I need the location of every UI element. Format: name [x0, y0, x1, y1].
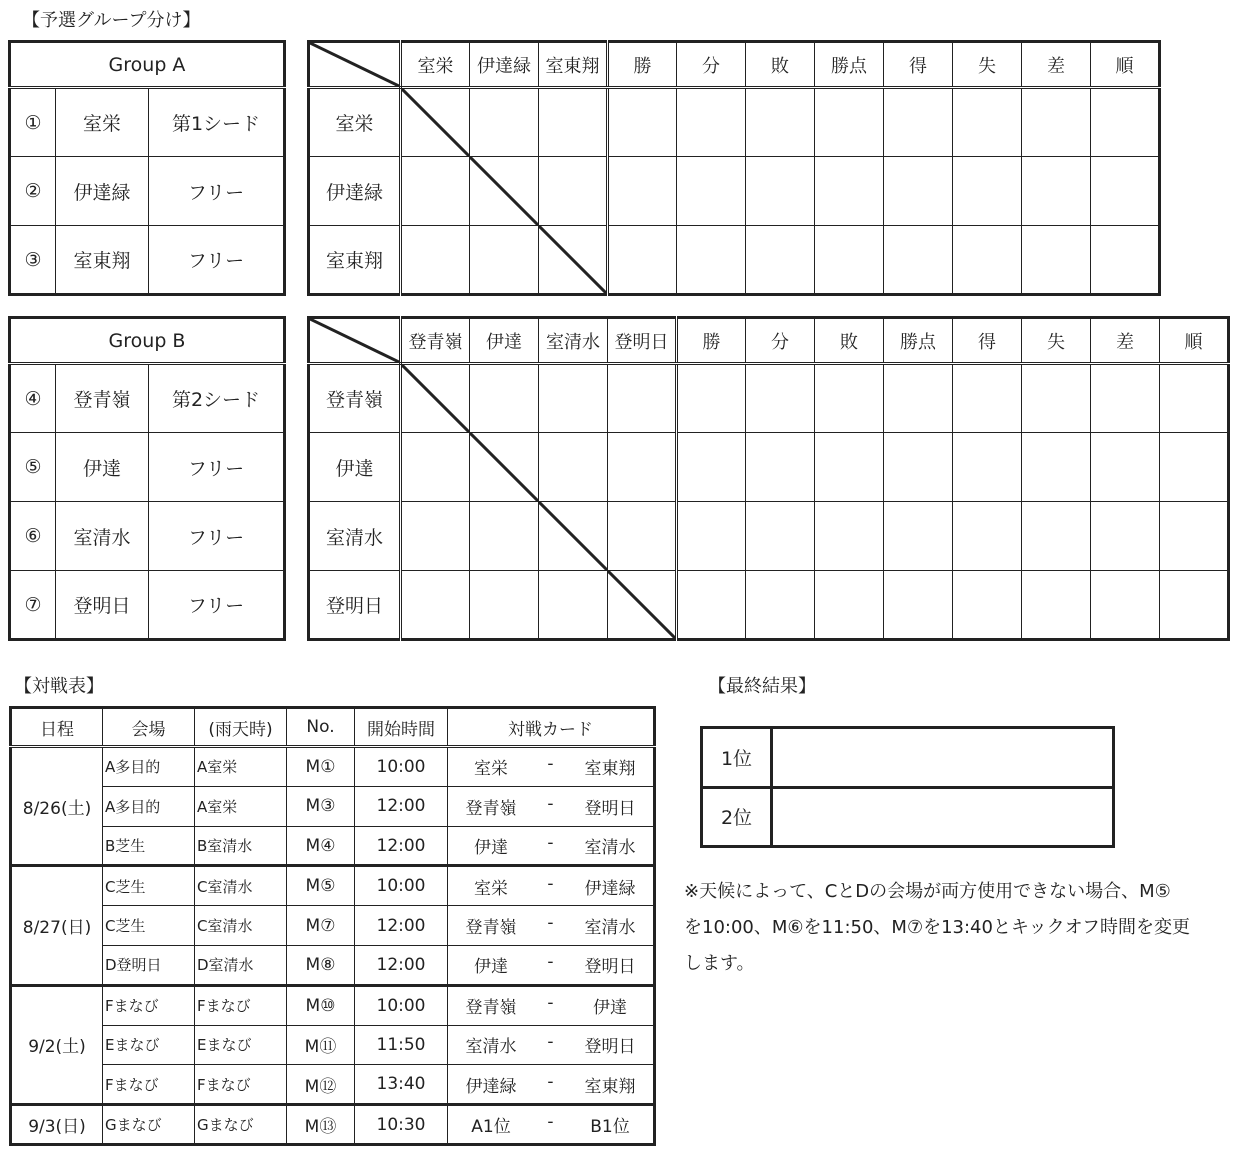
- matrix-cell: [401, 226, 470, 295]
- schedule-rain-venue: A室栄: [195, 786, 287, 826]
- schedule-header-match: 対戦カード: [448, 708, 655, 747]
- matrix-cell: [953, 226, 1022, 295]
- matrix-cell: [608, 502, 677, 571]
- away-team: 室東翔: [584, 759, 636, 780]
- schedule-header-no: No.: [287, 708, 355, 747]
- home-team: 登青嶺: [465, 798, 517, 819]
- schedule-rain-venue: A室栄: [195, 747, 287, 787]
- schedule-match-card: [448, 747, 655, 787]
- schedule-match-no: M③: [287, 786, 355, 826]
- team-name: 伊達緑: [56, 157, 149, 226]
- matrix-col-team: 室東翔: [539, 42, 608, 88]
- team-number: ⑦: [10, 571, 56, 640]
- schedule-venue: A多目的: [103, 786, 195, 826]
- team-seed: フリー: [149, 502, 285, 571]
- matrix-cell: [1022, 364, 1091, 433]
- schedule-match-card: [448, 1025, 655, 1065]
- match-separator: -: [547, 873, 554, 894]
- matrix-cell: [1160, 502, 1229, 571]
- weather-note-line: を10:00、M⑥を11:50、M⑦を13:40とキックオフ時間を変更: [684, 917, 1191, 938]
- team-name: 室東翔: [56, 226, 149, 295]
- schedule-row: [11, 747, 655, 787]
- schedule-rain-venue: C室清水: [195, 866, 287, 906]
- schedule-start-time: 11:50: [355, 1025, 448, 1065]
- home-team: 登青嶺: [465, 918, 517, 939]
- matrix-cell: [1091, 364, 1160, 433]
- matrix-cell: [815, 433, 884, 502]
- matrix-cell: [1022, 571, 1091, 640]
- team-seed: フリー: [149, 433, 285, 502]
- matrix-cell: [746, 157, 815, 226]
- matrix-corner-cell: [309, 42, 401, 88]
- schedule-rain-venue: C室清水: [195, 906, 287, 946]
- matrix-cell: [746, 502, 815, 571]
- matrix-cell: [884, 364, 953, 433]
- schedule-date: 9/3(日): [11, 1105, 103, 1145]
- schedule-row: [11, 1025, 655, 1065]
- schedule-row: [11, 946, 655, 986]
- matrix-cell: [884, 157, 953, 226]
- matrix-col-team: 登明日: [608, 318, 677, 364]
- matrix-col-stat: 勝点: [884, 318, 953, 364]
- matrix-cell: [677, 226, 746, 295]
- schedule-date: 8/26(土): [11, 747, 103, 866]
- schedule-venue: C芝生: [103, 906, 195, 946]
- matrix-cell: [746, 364, 815, 433]
- match-separator: -: [547, 833, 554, 854]
- matrix-col-stat: 勝: [608, 42, 677, 88]
- schedule-start-time: 13:40: [355, 1065, 448, 1105]
- group-a-list: [8, 40, 286, 296]
- schedule-rain-venue: D室清水: [195, 946, 287, 986]
- schedule-row: [11, 786, 655, 826]
- groups-heading: 【予選グループ分け】: [22, 10, 201, 31]
- matrix-cell: [539, 88, 608, 157]
- schedule-venue: Gまなび: [103, 1105, 195, 1145]
- matrix-cell: [539, 157, 608, 226]
- matrix-cell: [1091, 433, 1160, 502]
- schedule-match-no: M⑦: [287, 906, 355, 946]
- team-name: 登青嶺: [56, 364, 149, 433]
- matrix-cell: [815, 502, 884, 571]
- schedule-match-card: [448, 866, 655, 906]
- schedule-match-card: [448, 985, 655, 1025]
- match-separator: -: [547, 1112, 554, 1133]
- matrix-cell: [1022, 502, 1091, 571]
- matrix-cell: [1022, 433, 1091, 502]
- team-seed: フリー: [149, 157, 285, 226]
- matrix-cell: [1091, 502, 1160, 571]
- schedule-venue: C芝生: [103, 866, 195, 906]
- matrix-cell: [815, 364, 884, 433]
- weather-note-line: ※天候によって、CとDの会場が両方使用できない場合、M⑤: [684, 881, 1171, 902]
- matrix-cell: [608, 226, 677, 295]
- match-separator: -: [547, 913, 554, 934]
- weather-note: [684, 874, 1244, 982]
- matrix-cell: [884, 226, 953, 295]
- team-number: ①: [10, 88, 56, 157]
- matrix-cell: [815, 571, 884, 640]
- second-place-label: 2位: [702, 787, 772, 847]
- matrix-cell: [539, 433, 608, 502]
- away-team: 登明日: [584, 798, 636, 819]
- matrix-cell: [470, 88, 539, 157]
- schedule-row: [11, 826, 655, 866]
- schedule-rain-venue: Eまなび: [195, 1025, 287, 1065]
- matrix-cell: [815, 157, 884, 226]
- schedule-date: 8/27(日): [11, 866, 103, 985]
- matrix-cell: [677, 502, 746, 571]
- matrix-row-team: 登青嶺: [309, 364, 401, 433]
- matrix-col-stat: 得: [953, 318, 1022, 364]
- matrix-col-stat: 分: [677, 42, 746, 88]
- matrix-cell: [1091, 226, 1160, 295]
- final-result-table: [700, 726, 1115, 848]
- away-team: 室清水: [584, 838, 636, 859]
- schedule-match-card: [448, 946, 655, 986]
- away-team: 伊達: [592, 998, 627, 1019]
- second-place-value: [772, 787, 1114, 847]
- matrix-cell: [401, 502, 470, 571]
- team-name: 室栄: [56, 88, 149, 157]
- schedule-header-rain: (雨天時): [195, 708, 287, 747]
- home-team: 伊達: [474, 957, 508, 978]
- matrix-col-stat: 失: [953, 42, 1022, 88]
- schedule-venue: B芝生: [103, 826, 195, 866]
- team-seed: 第2シード: [149, 364, 285, 433]
- first-place-value: [772, 728, 1114, 788]
- matrix-cell: [470, 571, 539, 640]
- team-seed: フリー: [149, 226, 285, 295]
- matrix-cell: [953, 88, 1022, 157]
- matrix-col-stat: 失: [1022, 318, 1091, 364]
- matrix-row-team: 登明日: [309, 571, 401, 640]
- matrix-self-cell: [470, 157, 539, 226]
- matrix-cell: [884, 88, 953, 157]
- first-place-label: 1位: [702, 728, 772, 788]
- away-team: 室清水: [584, 918, 636, 939]
- matrix-cell: [608, 433, 677, 502]
- matrix-cell: [953, 433, 1022, 502]
- group-a-matrix: [307, 40, 1161, 296]
- schedule-match-no: M⑫: [287, 1065, 355, 1105]
- matrix-col-stat: 敗: [815, 318, 884, 364]
- matrix-cell: [1160, 571, 1229, 640]
- schedule-row: [11, 1105, 655, 1145]
- matrix-row-team: 室清水: [309, 502, 401, 571]
- team-number: ④: [10, 364, 56, 433]
- matrix-cell: [1091, 88, 1160, 157]
- schedule-row: [11, 985, 655, 1025]
- matrix-cell: [884, 433, 953, 502]
- schedule-match-card: [448, 1065, 655, 1105]
- matrix-col-stat: 順: [1160, 318, 1229, 364]
- matrix-cell: [677, 433, 746, 502]
- schedule-start-time: 10:00: [355, 985, 448, 1025]
- matrix-col-stat: 敗: [746, 42, 815, 88]
- schedule-match-no: M④: [287, 826, 355, 866]
- weather-note-line: します。: [684, 953, 755, 974]
- matrix-cell: [401, 157, 470, 226]
- matrix-cell: [884, 571, 953, 640]
- matrix-cell: [677, 571, 746, 640]
- team-name: 伊達: [56, 433, 149, 502]
- schedule-header-venue: 会場: [103, 708, 195, 747]
- matrix-cell: [1091, 157, 1160, 226]
- schedule-rain-venue: Gまなび: [195, 1105, 287, 1145]
- schedule-start-time: 12:00: [355, 946, 448, 986]
- home-team: 伊達: [474, 838, 508, 859]
- matrix-cell: [677, 364, 746, 433]
- matrix-col-team: 室清水: [539, 318, 608, 364]
- home-team: 室栄: [474, 759, 508, 780]
- matrix-cell: [470, 364, 539, 433]
- matrix-cell: [1022, 226, 1091, 295]
- away-team: 伊達緑: [584, 878, 636, 899]
- schedule-header-date: 日程: [11, 708, 103, 747]
- matrix-row-team: 伊達: [309, 433, 401, 502]
- matrix-col-stat: 差: [1091, 318, 1160, 364]
- matrix-col-stat: 勝: [677, 318, 746, 364]
- match-separator: -: [547, 754, 554, 775]
- schedule-row: [11, 906, 655, 946]
- matrix-col-team: 登青嶺: [401, 318, 470, 364]
- matrix-cell: [953, 364, 1022, 433]
- away-team: 室東翔: [584, 1076, 636, 1097]
- team-number: ③: [10, 226, 56, 295]
- team-number: ⑥: [10, 502, 56, 571]
- team-number: ②: [10, 157, 56, 226]
- matrix-cell: [746, 433, 815, 502]
- matrix-cell: [1022, 88, 1091, 157]
- schedule-match-card: [448, 906, 655, 946]
- schedule-row: [11, 1065, 655, 1105]
- match-separator: -: [547, 993, 554, 1014]
- home-team: A1位: [471, 1117, 511, 1138]
- matrix-self-cell: [539, 226, 608, 295]
- schedule-rain-venue: Fまなび: [195, 985, 287, 1025]
- group-b-matrix: [307, 316, 1230, 641]
- home-team: 登青嶺: [465, 998, 517, 1019]
- matrix-cell: [953, 571, 1022, 640]
- schedule-match-no: M①: [287, 747, 355, 787]
- matrix-cell: [815, 88, 884, 157]
- match-separator: -: [547, 1071, 554, 1092]
- away-team: 登明日: [584, 957, 636, 978]
- schedule-match-no: M⑪: [287, 1025, 355, 1065]
- schedule-rain-venue: B室清水: [195, 826, 287, 866]
- schedule-match-no: M⑤: [287, 866, 355, 906]
- matrix-cell: [746, 226, 815, 295]
- matrix-col-team: 伊達緑: [470, 42, 539, 88]
- team-seed: 第1シード: [149, 88, 285, 157]
- matrix-cell: [884, 502, 953, 571]
- schedule-start-time: 12:00: [355, 906, 448, 946]
- schedule-match-no: M⑩: [287, 985, 355, 1025]
- matrix-cell: [401, 571, 470, 640]
- matrix-row-team: 室栄: [309, 88, 401, 157]
- schedule-match-no: M⑧: [287, 946, 355, 986]
- matrix-col-stat: 分: [746, 318, 815, 364]
- home-team: 室栄: [474, 878, 508, 899]
- matrix-cell: [677, 88, 746, 157]
- matrix-cell: [1160, 433, 1229, 502]
- matrix-cell: [953, 502, 1022, 571]
- schedule-rain-venue: Fまなび: [195, 1065, 287, 1105]
- group-b-title: Group B: [10, 318, 285, 364]
- away-team: 登明日: [584, 1037, 636, 1058]
- matrix-cell: [401, 433, 470, 502]
- schedule-match-card: [448, 826, 655, 866]
- schedule-date: 9/2(土): [11, 985, 103, 1104]
- matrix-cell: [608, 88, 677, 157]
- schedule-row: [11, 866, 655, 906]
- matrix-cell: [746, 571, 815, 640]
- final-heading: 【最終結果】: [708, 676, 816, 697]
- schedule-venue: Fまなび: [103, 1065, 195, 1105]
- matrix-col-team: 伊達: [470, 318, 539, 364]
- schedule-header-time: 開始時間: [355, 708, 448, 747]
- schedule-venue: A多目的: [103, 747, 195, 787]
- matrix-cell: [608, 364, 677, 433]
- schedule-start-time: 10:00: [355, 866, 448, 906]
- schedule-match-card: [448, 1105, 655, 1145]
- matrix-cell: [953, 157, 1022, 226]
- schedule-start-time: 12:00: [355, 826, 448, 866]
- matrix-row-team: 伊達緑: [309, 157, 401, 226]
- matrix-cell: [1022, 157, 1091, 226]
- schedule-venue: D登明日: [103, 946, 195, 986]
- team-seed: フリー: [149, 571, 285, 640]
- matrix-cell: [815, 226, 884, 295]
- matrix-cell: [470, 502, 539, 571]
- schedule-match-no: M⑬: [287, 1105, 355, 1145]
- match-separator: -: [547, 793, 554, 814]
- group-a-title: Group A: [10, 42, 285, 88]
- away-team: B1位: [590, 1117, 630, 1138]
- matrix-col-team: 室栄: [401, 42, 470, 88]
- schedule-start-time: 12:00: [355, 786, 448, 826]
- schedule-venue: Fまなび: [103, 985, 195, 1025]
- match-separator: -: [547, 952, 554, 973]
- matrix-corner-cell: [309, 318, 401, 364]
- matrix-cell: [608, 157, 677, 226]
- matrix-col-stat: 順: [1091, 42, 1160, 88]
- team-name: 登明日: [56, 571, 149, 640]
- matrix-row-team: 室東翔: [309, 226, 401, 295]
- team-name: 室清水: [56, 502, 149, 571]
- match-separator: -: [547, 1032, 554, 1053]
- matrix-cell: [746, 88, 815, 157]
- matrix-col-stat: 得: [884, 42, 953, 88]
- matrix-col-stat: 差: [1022, 42, 1091, 88]
- matrix-self-cell: [608, 571, 677, 640]
- matrix-cell: [1160, 364, 1229, 433]
- matrix-cell: [677, 157, 746, 226]
- schedule-heading: 【対戦表】: [14, 676, 104, 697]
- home-team: 室清水: [465, 1037, 517, 1058]
- matrix-cell: [539, 571, 608, 640]
- schedule-start-time: 10:00: [355, 747, 448, 787]
- schedule-venue: Eまなび: [103, 1025, 195, 1065]
- team-number: ⑤: [10, 433, 56, 502]
- matrix-self-cell: [401, 364, 470, 433]
- matrix-cell: [539, 364, 608, 433]
- group-b-list: [8, 316, 286, 641]
- schedule-match-card: [448, 786, 655, 826]
- schedule-table: [9, 706, 656, 1146]
- matrix-self-cell: [470, 433, 539, 502]
- matrix-self-cell: [401, 88, 470, 157]
- schedule-start-time: 10:30: [355, 1105, 448, 1145]
- matrix-cell: [470, 226, 539, 295]
- home-team: 伊達緑: [465, 1076, 517, 1097]
- matrix-cell: [1091, 571, 1160, 640]
- matrix-col-stat: 勝点: [815, 42, 884, 88]
- matrix-self-cell: [539, 502, 608, 571]
